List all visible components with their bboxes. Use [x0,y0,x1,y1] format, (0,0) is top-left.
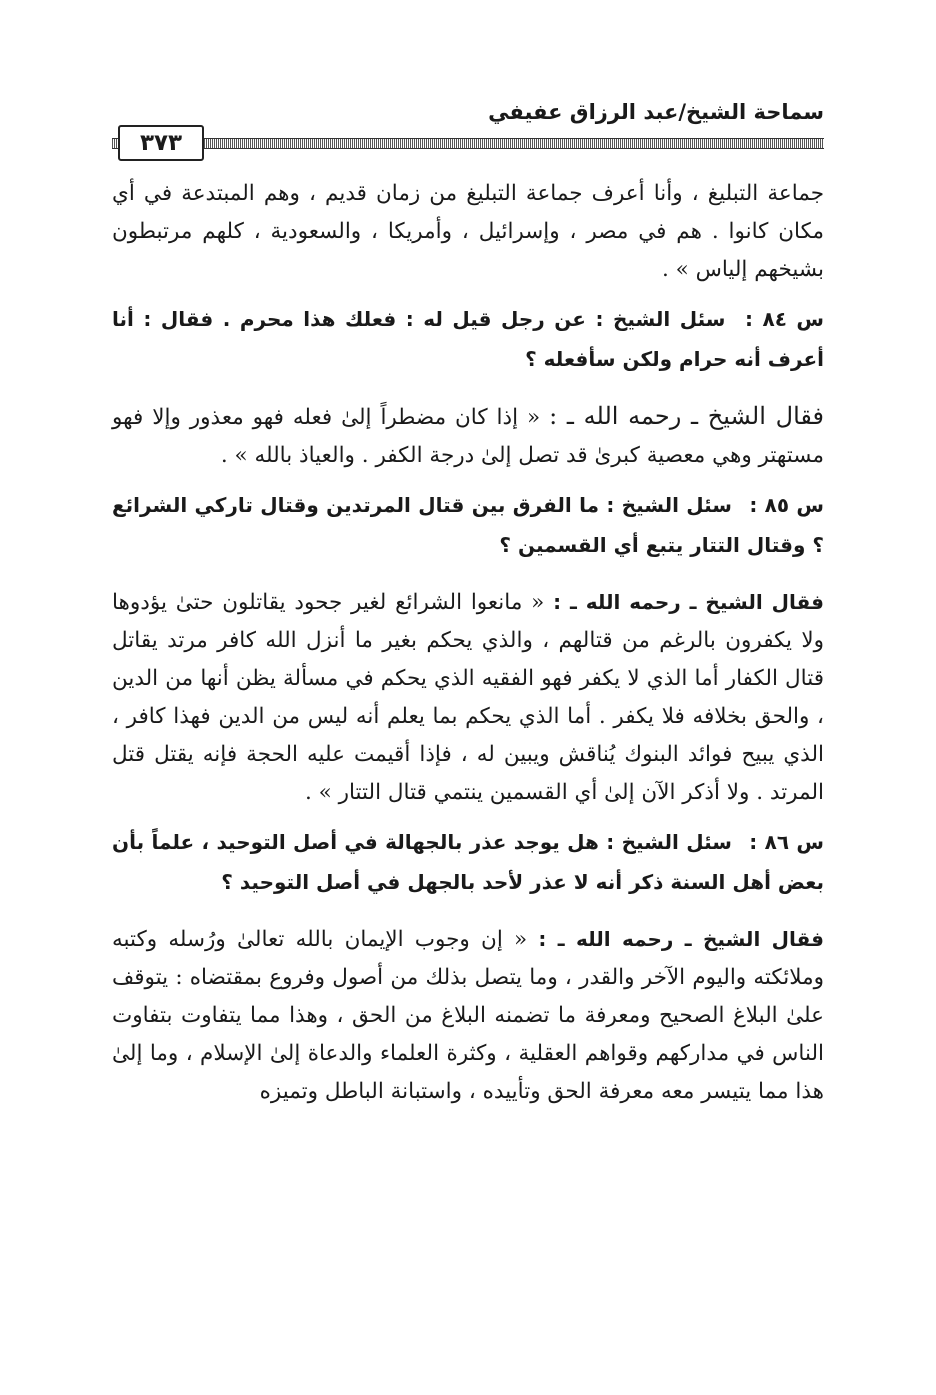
paragraph-continuation: جماعة التبليغ ، وأنا أعرف جماعة التبليغ من زمان قديم ، وهم المبتدعة في أي مكان كانوا . هم في مصر ، وإسرائيل ، وأمريكا ، والسعودية ، كلهم مرتبطون بشيخهم إلياس » . [112,181,824,282]
question-number: س ٨٦ : [749,830,825,854]
header-rule [112,138,824,149]
question-84 [112,299,824,379]
answer-text: « مانعوا الشرائع لغير جحود يقاتلون حتىٰ يؤدوها ولا يكفرون بالرغم من قتالهم ، والذي يحكم بغير ما أنزل الله كافر مرتد يقاتل قتال الكفار أما الذي لا يكفر فهو الفقيه الذي يحكم في مسألة يظن أنها من الدين ، والحق بخلافه فلا يكفر . أما الذي يحكم بما يعلم أنه ليس من الدين فهذا كافر ، الذي يبيح فوائد البنوك يُناقش ويبين له ، فإذا أقيمت عليه الحجة فإنه يقتل قتل المرتد . ولا أذكر الآن إلىٰ أي القسمين ينتمي قتال التتار » . [112,590,824,805]
answer-lead: فقال الشيخ ـ رحمه الله ـ : [538,927,825,951]
question-text: سئل الشيخ : عن رجل قيل له : فعلك هذا محرم . فقال : أنا أعرف أنه حرام ولكن سأفعله ؟ [112,307,824,371]
question-number: س ٨٤ : [744,307,825,331]
answer-text: « إن وجوب الإيمان بالله تعالىٰ ورُسله وكتبه وملائكته واليوم الآخر والقدر ، وما يتصل بذلك من أصول وفروع بمقتضاه : يتوقف علىٰ البلاغ الصحيح ومعرفة ما تضمنه البلاغ من الحق ، وهذا مما يتفاوت بتفاوت الناس في مداركهم وقواهم العقلية ، وكثرة العلماء والدعاة إلىٰ الإسلام ، وما إلىٰ هذا مما يتيسر معه معرفة الحق وتأييده ، واستبانة الباطل وتميزه [112,927,824,1104]
answer-lead: فقال الشيخ ـ رحمه الله ـ : [553,590,824,614]
answer-86 [112,920,824,1111]
running-title: سماحة الشيخ/عبد الرزاق عفيفي [488,100,824,124]
question-number: س ٨٥ : [749,493,824,517]
answer-text: « إذا كان مضطراً إلىٰ فعله فهو معذور وإلا فهو مستهتر وهي معصية كبرىٰ قد تصل إلىٰ درجة الكفر . والعياذ بالله » . [112,405,824,468]
question-85 [112,485,824,565]
question-86 [112,822,824,902]
answer-84 [112,397,824,475]
question-text: سئل الشيخ : ما الفرق بين قتال المرتدين وقتال تاركي الشرائع ؟ وقتال التتار يتبع أي القسمين ؟ [112,493,824,557]
answer-85 [112,583,824,812]
answer-lead: فقال الشيخ ـ رحمه الله ـ : [549,402,824,430]
page-number: ٣٧٣ [118,125,204,161]
question-text: سئل الشيخ : هل يوجد عذر بالجهالة في أصل التوحيد ، علماً بأن بعض أهل السنة ذكر أنه لا عذر لأحد بالجهل في أصل التوحيد ؟ [112,830,824,894]
main-text [112,175,824,1121]
